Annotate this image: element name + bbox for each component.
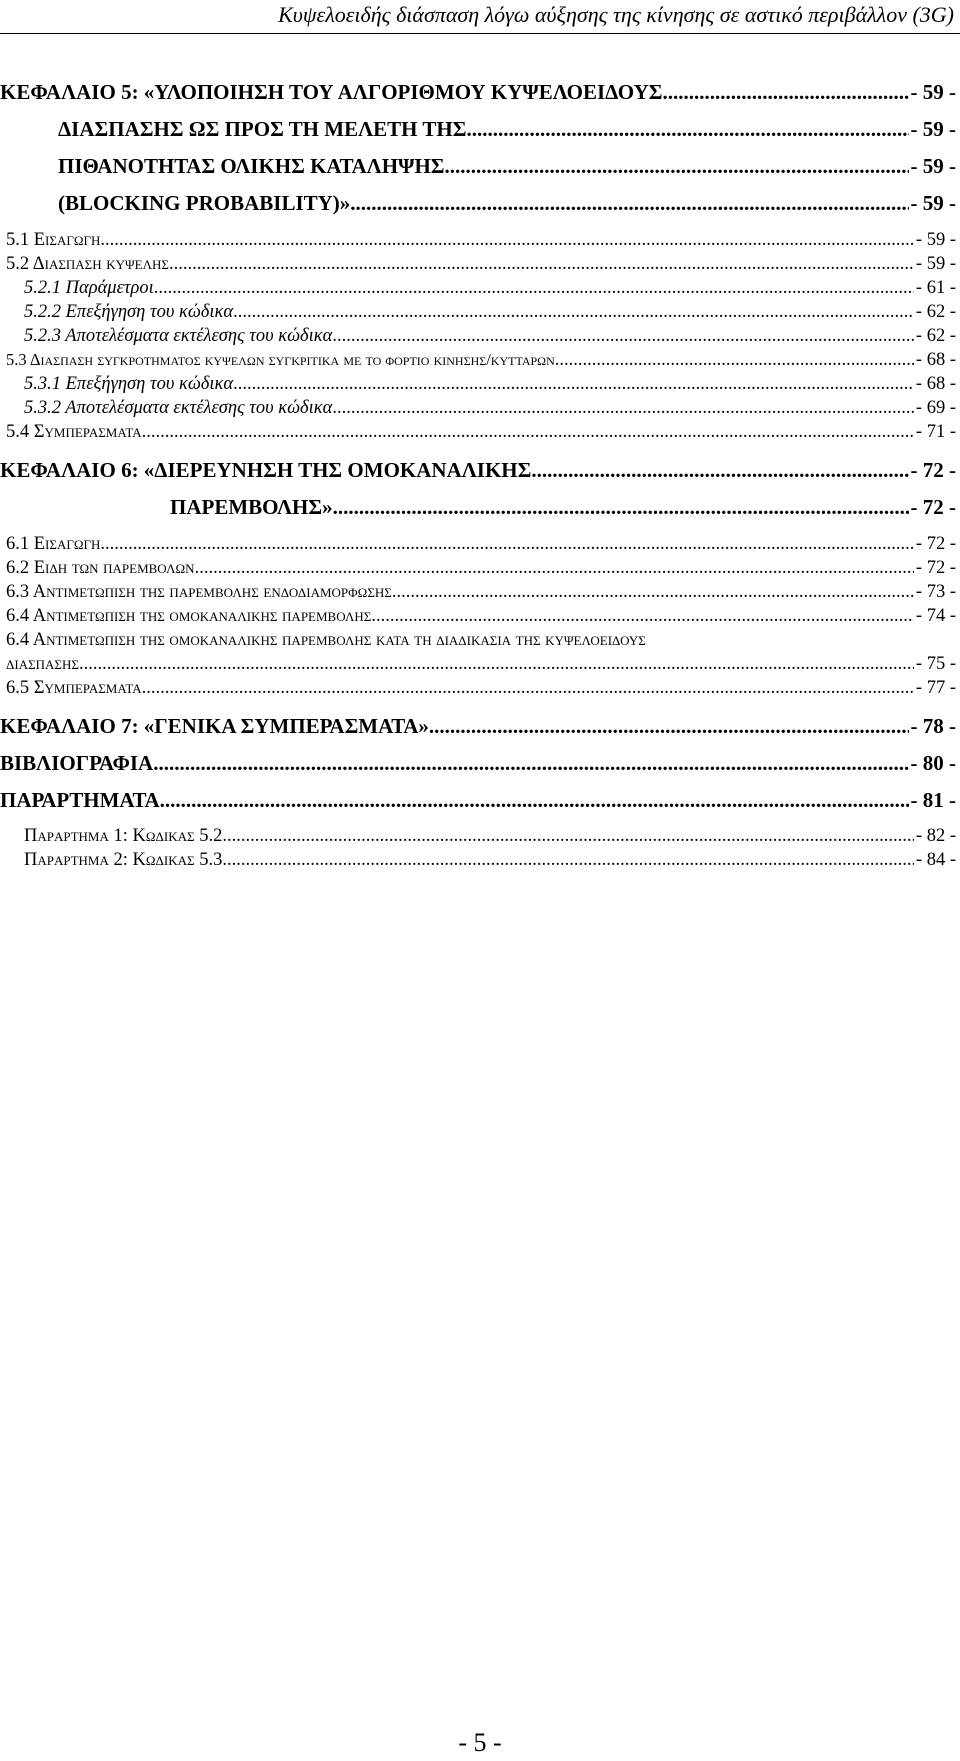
dot-leader <box>222 826 914 847</box>
toc-section-6-4b-line2[interactable] <box>0 654 956 675</box>
toc-section-5-2[interactable] <box>0 254 956 275</box>
toc-chapter-6-line1[interactable] <box>0 458 956 483</box>
toc-entry-title: 5.4 Συμπερασματα <box>6 422 142 442</box>
toc-entry-title: ΔΙΑΣΠΑΣΗΣ ΩΣ ΠΡΟΣ ΤΗ ΜΕΛΕΤΗ ΤΗΣ <box>58 117 467 141</box>
toc-subsection-5-2-2[interactable] <box>0 302 956 323</box>
toc-entry-page: - 81 - <box>910 788 956 812</box>
toc-entry-page: - 59 - <box>915 254 956 274</box>
toc-chapter-5-line3[interactable] <box>0 154 956 179</box>
dot-leader <box>392 582 914 603</box>
toc-entry-title: 5.2 Διασπαση κυψελησ <box>6 254 169 274</box>
toc-entry-page: - 68 - <box>915 350 956 370</box>
toc-entry-page: - 72 - <box>910 458 956 482</box>
toc-entry-title: 5.2.3 Αποτελέσματα εκτέλεσης του κώδικα <box>24 326 333 346</box>
toc-entry-page: - 75 - <box>915 654 956 674</box>
toc-entry-page: - 61 - <box>915 278 956 298</box>
dot-leader <box>371 606 914 627</box>
toc-entry-title: ΠΑΡΕΜΒΟΛΗΣ» <box>170 495 333 519</box>
toc-chapter-5-line1[interactable] <box>0 80 956 105</box>
toc-entry-title: διασπασησ <box>6 654 79 674</box>
toc-entry-page: - 59 - <box>910 191 956 215</box>
dot-leader <box>662 80 908 105</box>
dot-leader <box>154 278 914 299</box>
toc-entry-title: (BLOCKING PROBABILITY)» <box>58 191 351 215</box>
toc-entry-page: - 78 - <box>910 714 956 738</box>
toc-entry-title: ΒΙΒΛΙΟΓΡΑΦΙΑ <box>0 751 154 775</box>
toc-appendices[interactable] <box>0 788 956 813</box>
toc-entry-page: - 59 - <box>910 117 956 141</box>
dot-leader <box>332 398 914 419</box>
toc-entry-page: - 59 - <box>910 154 956 178</box>
toc-entry-title: ΚΕΦΑΛΑΙΟ 5: «ΥΛΟΠΟΙΗΣΗ ΤΟΥ ΑΛΓΟΡΙΘΜΟΥ ΚΥΨΕΛΟΕΙΔΟΥΣ <box>0 80 663 104</box>
toc-entry-page: - 62 - <box>915 302 956 322</box>
dot-leader <box>445 154 909 179</box>
toc-entry-page: - 59 - <box>910 80 956 104</box>
toc-appendix-1[interactable] <box>0 826 956 847</box>
dot-leader <box>142 678 914 699</box>
dot-leader <box>429 714 909 739</box>
toc-entry-title: 5.1 Εισαγωγη <box>6 230 101 250</box>
toc-entry-title: 5.3.1 Επεξήγηση του κώδικα <box>24 374 234 394</box>
toc-chapter-6-line2[interactable] <box>0 495 956 520</box>
toc-section-6-1[interactable] <box>0 534 956 555</box>
dot-leader <box>555 350 914 371</box>
toc-appendix-2[interactable] <box>0 850 956 871</box>
dot-leader <box>153 751 908 776</box>
toc-entry-title: 5.3 Διασπαση συγκροτηματος κυψελων συγκριτικα με το φορτιο κινησησ/κυτταρων <box>6 350 555 369</box>
dot-leader <box>169 254 914 275</box>
toc-entry-title: ΚΕΦΑΛΑΙΟ 6: «ΔΙΕΡΕΥΝΗΣΗ ΤΗΣ ΟΜΟΚΑΝΑΛΙΚΗΣ <box>0 458 532 482</box>
dot-leader <box>350 191 908 216</box>
toc-entry-page: - 80 - <box>910 751 956 775</box>
toc-entry-page: - 59 - <box>915 230 956 250</box>
toc-section-6-4b-line1[interactable]: 6.4 Αντιμετωπιση της ομοκαναλικης παρεμβολης κατα τη διαδικασια της κυψελοειδους <box>6 630 646 650</box>
toc-entry-title: 5.2.2 Επεξήγηση του κώδικα <box>24 302 234 322</box>
toc-entry-page: - 62 - <box>915 326 956 346</box>
toc-entry-title: ΠΙΘΑΝΟΤΗΤΑΣ ΟΛΙΚΗΣ ΚΑΤΑΛΗΨΗΣ <box>58 154 445 178</box>
toc-subsection-5-3-1[interactable] <box>0 374 956 395</box>
toc-entry-title: Παρaρτημα 2: Κωδικας 5.3 <box>24 850 223 870</box>
toc-entry-title: Παρaρτημα 1: Κωδικας 5.2 <box>24 826 223 846</box>
toc-entry-page: - 82 - <box>915 826 956 846</box>
toc-entry-page: - 73 - <box>915 582 956 602</box>
toc-subsection-5-3-2[interactable] <box>0 398 956 419</box>
toc-entry-page: - 84 - <box>915 850 956 870</box>
toc-entry-title: 6.2 Ειδη των παρεμβολων <box>6 558 195 578</box>
running-title: Κυψελοειδής διάσπαση λόγω αύξησης της κίνησης σε αστικό περιβάλλον (3G) <box>278 2 954 27</box>
dot-leader <box>79 654 914 675</box>
toc-entry-page: - 71 - <box>915 422 956 442</box>
toc-entry-page: - 69 - <box>915 398 956 418</box>
toc-entry-page: - 74 - <box>915 606 956 626</box>
toc-section-6-5[interactable] <box>0 678 956 699</box>
toc-entry-title: 6.4 Αντιμετωπιση της ομοκαναλικης παρεμβολησ <box>6 606 372 626</box>
toc-entry-page: - 77 - <box>915 678 956 698</box>
toc-entry-page: - 72 - <box>915 558 956 578</box>
dot-leader <box>233 302 914 323</box>
toc-chapter-5-line2[interactable] <box>0 117 956 142</box>
dot-leader <box>466 117 908 142</box>
toc-subsection-5-2-1[interactable] <box>0 278 956 299</box>
toc-entry-page: - 72 - <box>915 534 956 554</box>
toc-section-5-1[interactable] <box>0 230 956 251</box>
dot-leader <box>195 558 914 579</box>
toc-section-6-3[interactable] <box>0 582 956 603</box>
toc-entry-title: 5.3.2 Αποτελέσματα εκτέλεσης του κώδικα <box>24 398 333 418</box>
toc-entry-title: 6.1 Εισαγωγη <box>6 534 101 554</box>
dot-leader <box>531 458 908 483</box>
toc-section-5-4[interactable] <box>0 422 956 443</box>
dot-leader <box>332 326 914 347</box>
toc-chapter-5-line4[interactable] <box>0 191 956 216</box>
toc-entry-title: ΠΑΡΑΡΤΗΜΑΤΑ <box>0 788 160 812</box>
dot-leader <box>333 495 909 520</box>
page-number: - 5 - <box>458 1728 502 1757</box>
toc-bibliography[interactable] <box>0 751 956 776</box>
toc-section-6-2[interactable] <box>0 558 956 579</box>
toc-subsection-5-2-3[interactable] <box>0 326 956 347</box>
dot-leader <box>142 422 914 443</box>
toc-entry-title: ΚΕΦΑΛΑΙΟ 7: «ΓΕΝΙΚΑ ΣΥΜΠΕΡΑΣΜΑΤΑ» <box>0 714 429 738</box>
toc-entry-page: - 68 - <box>915 374 956 394</box>
toc-entry-page: - 72 - <box>910 495 956 519</box>
toc-section-6-4a[interactable] <box>0 606 956 627</box>
dot-leader <box>100 534 914 555</box>
dot-leader <box>233 374 914 395</box>
dot-leader <box>100 230 914 251</box>
toc-entry-title: 6.5 Συμπερασματα <box>6 678 142 698</box>
toc-section-5-3[interactable] <box>0 350 956 371</box>
dot-leader <box>160 788 909 813</box>
toc-entry-title: 5.2.1 Παράμετροι <box>24 278 154 298</box>
dot-leader <box>222 850 914 871</box>
toc-entry-title: 6.3 Αντιμετωπιση της παρεμβολης ενδοδιαμορφωσης <box>6 582 392 602</box>
toc-chapter-7[interactable] <box>0 714 956 739</box>
